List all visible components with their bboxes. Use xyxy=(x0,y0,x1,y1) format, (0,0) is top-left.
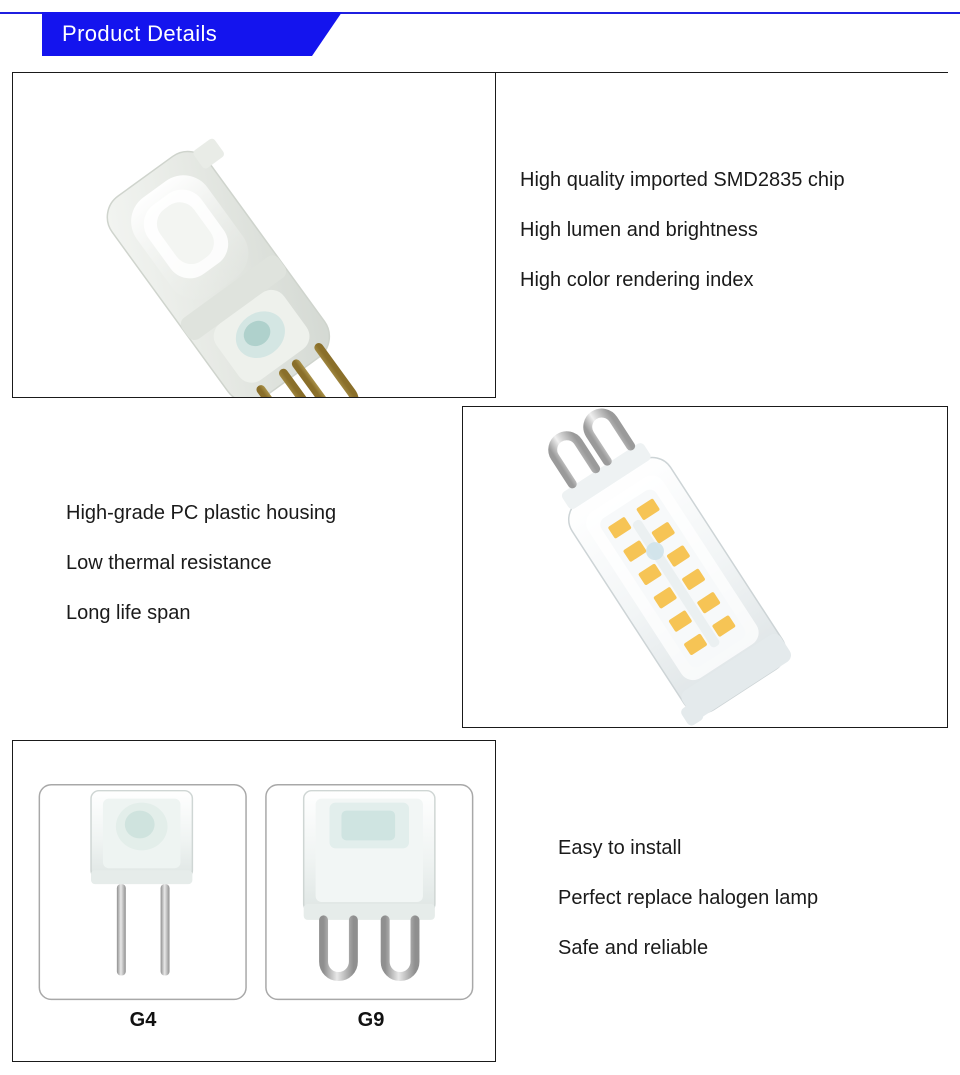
frosted-g9-bulb-illustration xyxy=(13,73,495,397)
page-header xyxy=(0,12,960,56)
base-label-g4: G4 xyxy=(129,1009,157,1031)
feature-item: Perfect replace halogen lamp xyxy=(558,887,819,909)
header-banner-wedge xyxy=(312,12,342,56)
product-image-base-comparison xyxy=(12,740,496,1062)
divider-top-right xyxy=(496,72,948,73)
feature-item: Long life span xyxy=(66,602,191,624)
clear-g9-bulb-illustration xyxy=(463,407,947,727)
feature-item: Safe and reliable xyxy=(558,937,709,959)
product-image-frosted-bulb xyxy=(12,72,496,398)
feature-item: High-grade PC plastic housing xyxy=(66,502,337,524)
feature-item: Easy to install xyxy=(558,837,682,859)
feature-item: Low thermal resistance xyxy=(66,552,272,574)
feature-item: High color rendering index xyxy=(520,269,754,291)
page-title: Product Details xyxy=(62,21,218,46)
feature-list-2 xyxy=(66,503,336,653)
product-image-clear-bulb xyxy=(462,406,948,728)
feature-list-3 xyxy=(558,838,818,988)
feature-item: High quality imported SMD2835 chip xyxy=(520,169,845,191)
feature-list-1 xyxy=(520,170,845,320)
base-label-g9: G9 xyxy=(357,1009,385,1031)
feature-item: High lumen and brightness xyxy=(520,219,758,241)
